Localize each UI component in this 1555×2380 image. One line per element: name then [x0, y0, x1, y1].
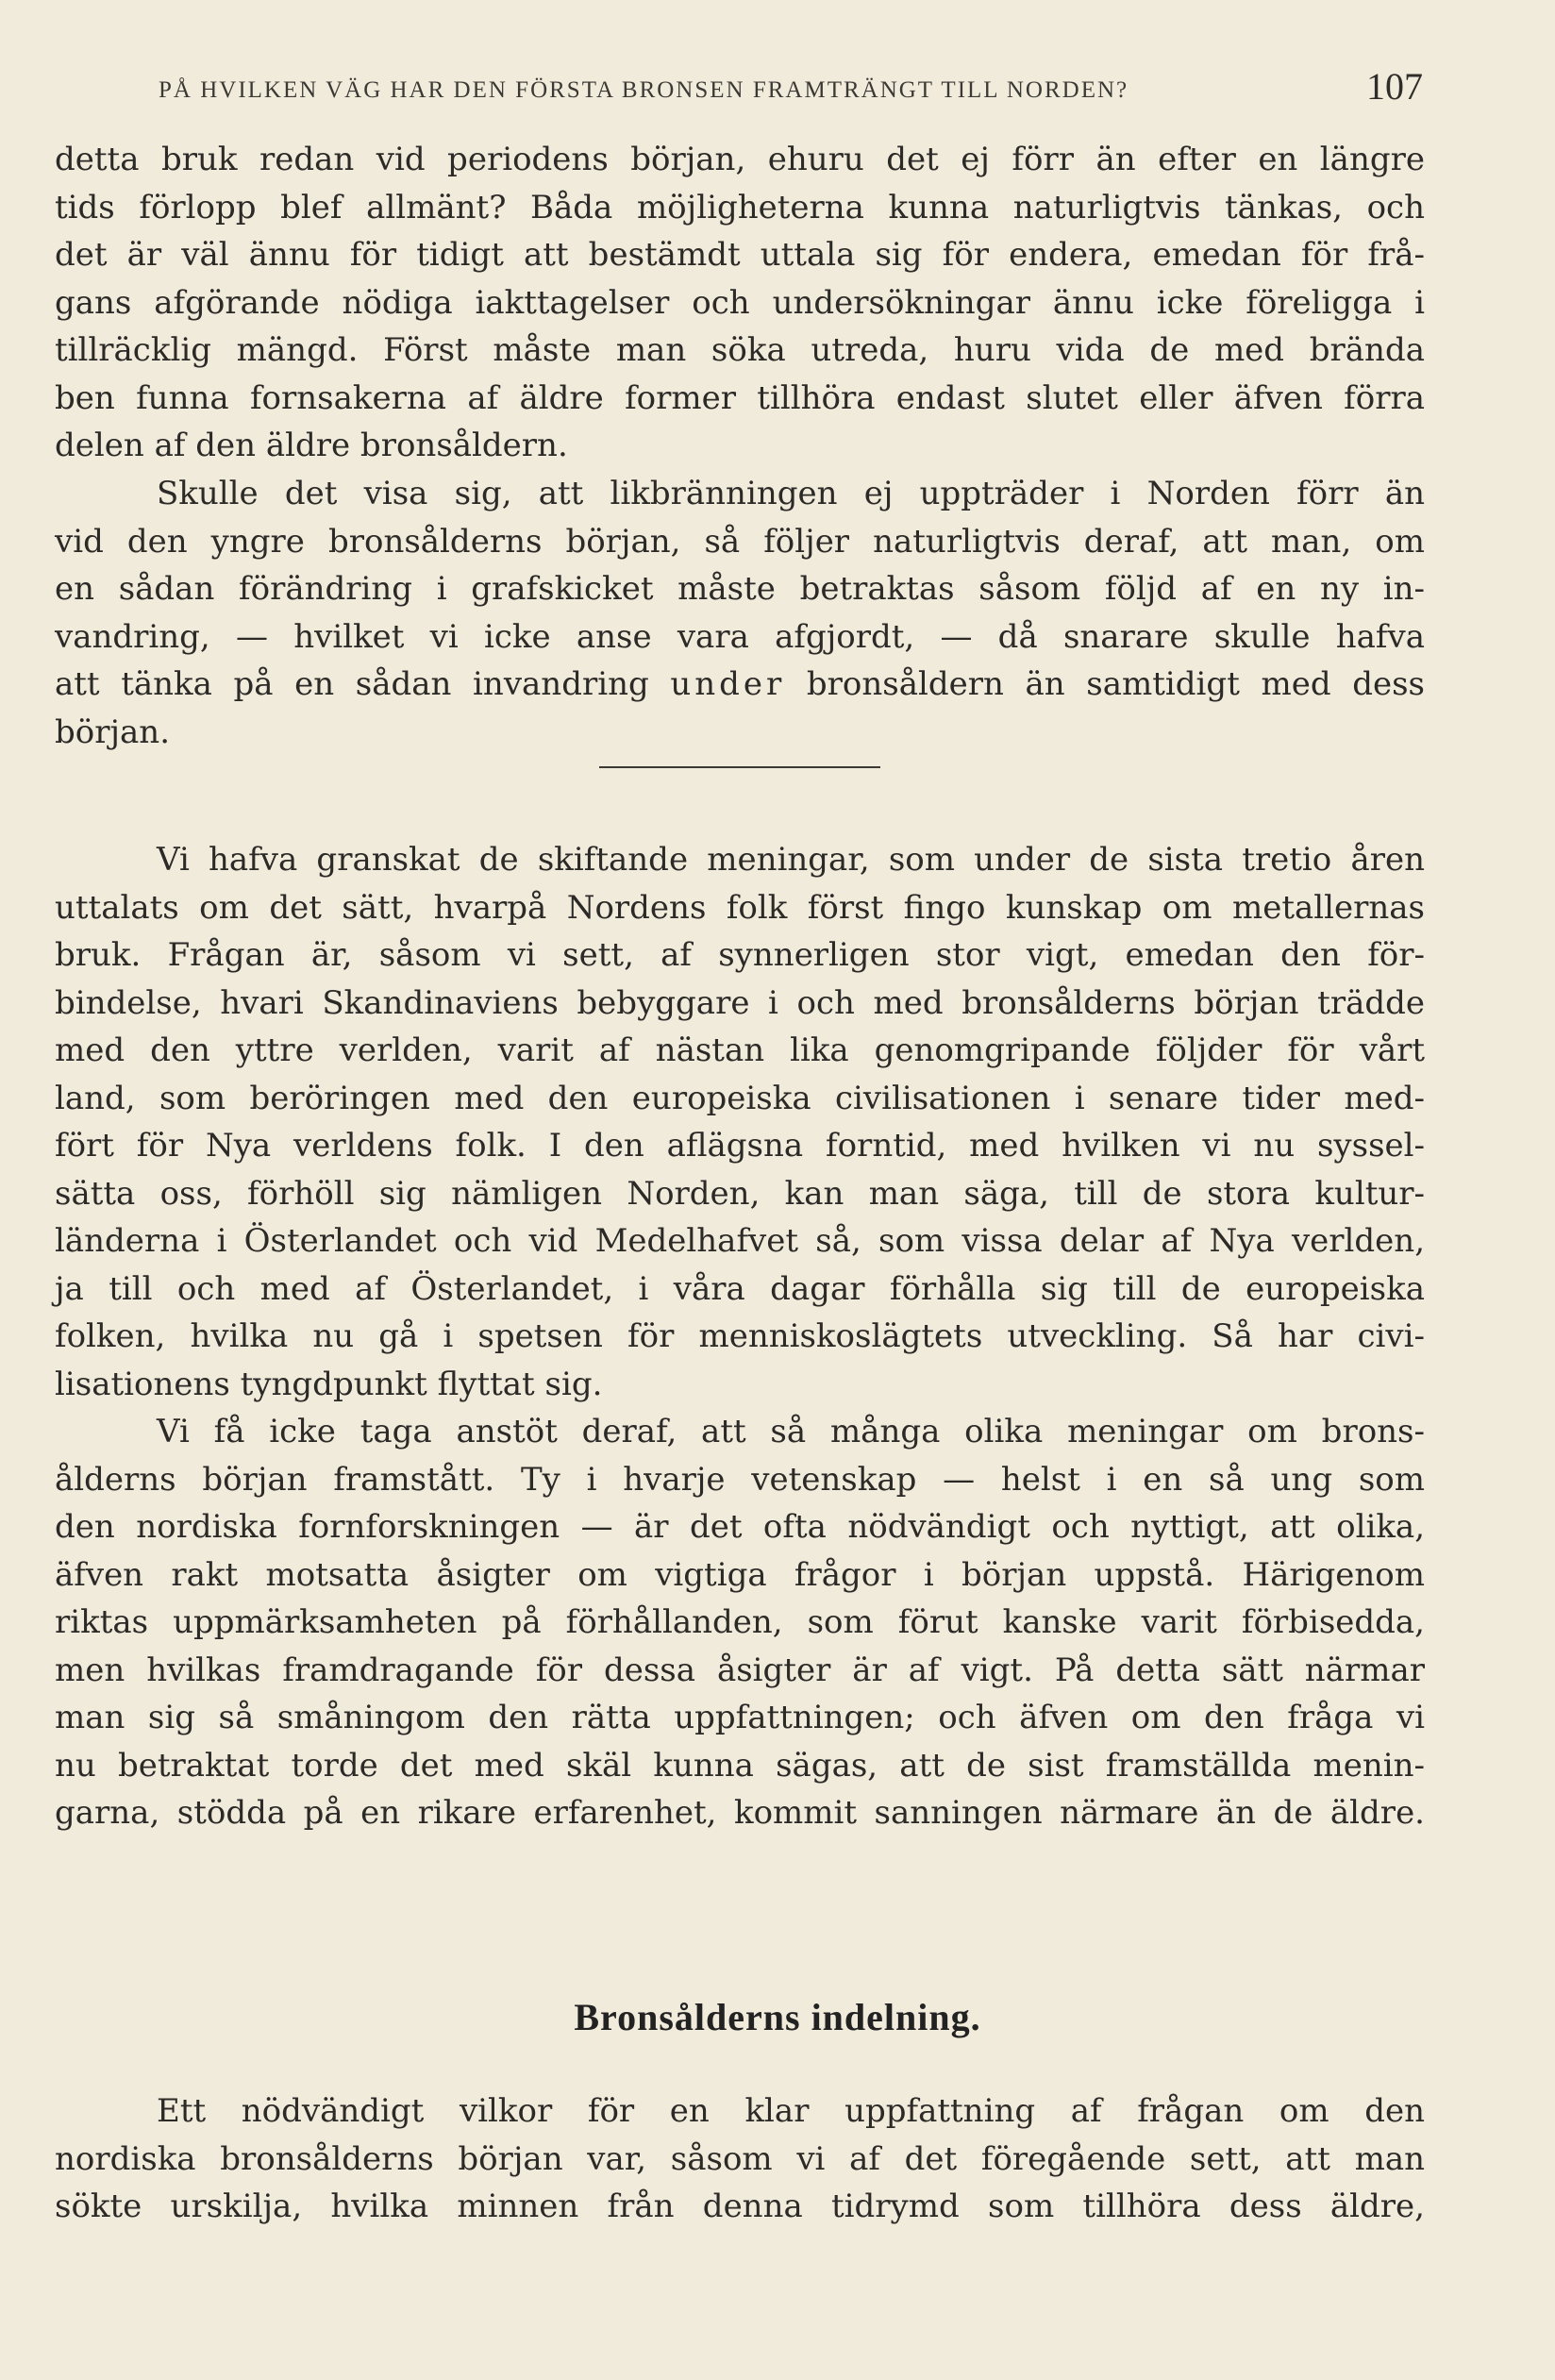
text-line: detta bruk redan vid periodens början, ehuru det ej förr än efter en längre: [55, 141, 1425, 178]
paragraph-1: [55, 136, 1425, 470]
text-line: uttalats om det sätt, hvarpå Nordens folk först fingo kunskap om metallernas: [55, 888, 1425, 927]
text-line: Vi få icke taga anstöt deraf, att så många olika meningar om brons-: [157, 1413, 1425, 1450]
text-line: garna, stödda på en rikare erfarenhet, kommit sanningen närmare än de äldre.: [55, 1794, 1425, 1832]
text-line: det är väl ännu för tidigt att bestämdt uttala sig för endera, emedan för frå-: [55, 236, 1425, 274]
page-number: 107: [1366, 65, 1423, 108]
text-line: tids förlopp blef allmänt? Båda möjligheterna kunna naturligtvis tänkas, och: [55, 188, 1425, 226]
paragraph-2: [55, 470, 1425, 756]
spaced-emphasis: under: [670, 665, 786, 703]
text-line: sätta oss, förhöll sig nämligen Norden, kan man säga, till de stora kultur-: [55, 1174, 1425, 1213]
text-line: lisationens tyngdpunkt flyttat sig.: [55, 1365, 603, 1403]
text-line: men hvilkas framdragande för dessa åsigter är af vigt. På detta sätt närmar: [55, 1651, 1425, 1689]
text-line: tillräcklig mängd. Först måste man söka utreda, huru vida de med brända: [55, 331, 1425, 369]
text-run: att tänka på en sådan invandring: [55, 665, 671, 703]
paragraph-5: [55, 2087, 1425, 2231]
running-head: PÅ HVILKEN VÄG HAR DEN FÖRSTA BRONSEN FRAMTRÄNGT TILL NORDEN?: [159, 77, 1129, 103]
text-line: land, som beröringen med den europeiska civilisationen i senare tider med-: [55, 1079, 1425, 1117]
section-divider: [599, 766, 880, 768]
text-line: äfven rakt motsatta åsigter om vigtiga frågor i början uppstå. Härigenom: [55, 1555, 1425, 1594]
text-line: med den yttre verlden, varit af nästan lika genomgripande följder för vårt: [55, 1031, 1425, 1069]
section-heading: Bronsålderns indelning.: [574, 1996, 981, 2038]
text-line: bindelse, hvari Skandinaviens bebyggare i och med bronsålderns början trädde: [55, 983, 1425, 1022]
text-line: fört för Nya verldens folk. I den aflägsna forntid, med hvilken vi nu syssel-: [55, 1127, 1425, 1165]
paragraph-3: [55, 836, 1425, 1408]
text-line: delen af den äldre bronsåldern.: [55, 427, 568, 464]
text-line: länderna i Österlandet och vid Medelhafvet så, som vissa delar af Nya verlden,: [55, 1222, 1425, 1260]
text-line: bruk. Frågan är, såsom vi sett, af synnerligen stor vigt, emedan den för-: [55, 936, 1425, 974]
text-line: riktas uppmärksamheten på förhållanden, som förut kanske varit förbisedda,: [55, 1603, 1425, 1641]
text-line: nordiska bronsålderns början var, såsom vi af det föregående sett, att man: [55, 2139, 1425, 2178]
text-run: bronsåldern än samtidigt med dess: [785, 665, 1425, 703]
text-line: nu betraktat torde det med skäl kunna sägas, att de sist framställda menin-: [55, 1746, 1425, 1785]
text-line: folken, hvilka nu gå i spetsen för menniskoslägtets utveckling. Så har civi-: [55, 1317, 1425, 1355]
text-line: den nordiska fornforskningen — är det ofta nödvändigt och nyttigt, att olika,: [55, 1508, 1425, 1546]
text-line: början.: [55, 712, 171, 751]
text-line: gans afgörande nödiga iakttagelser och undersökningar ännu icke föreligga i: [55, 283, 1425, 322]
text-line: vid den yngre bronsålderns början, så följer naturligtvis deraf, att man, om: [55, 522, 1425, 561]
text-line: Vi hafva granskat de skiftande meningar, som under de sista tretio åren: [157, 841, 1425, 879]
text-line: man sig så småningom den rätta uppfattningen; och äfven om den fråga vi: [55, 1699, 1425, 1736]
text-line: en sådan förändring i grafskicket måste betraktas såsom följd af en ny in-: [55, 570, 1425, 608]
text-line: ja till och med af Österlandet, i våra dagar förhålla sig till de europeiska: [55, 1269, 1425, 1308]
text-line: Skulle det visa sig, att likbränningen ej uppträder i Norden förr än: [157, 475, 1425, 512]
page-header: [159, 64, 1423, 117]
text-line: Ett nödvändigt vilkor för en klar uppfattning af frågan om den: [157, 2092, 1425, 2130]
paragraph-4: [55, 1408, 1425, 1837]
text-line: ålderns början framstått. Ty i hvarje vetenskap — helst i en så ung som: [55, 1460, 1425, 1499]
text-line: ben funna fornsakerna af äldre former tillhöra endast slutet eller äfven förra: [55, 378, 1425, 417]
text-line-with-spaced-word: [55, 661, 1425, 709]
text-line: vandring, — hvilket vi icke anse vara afgjordt, — då snarare skulle hafva: [55, 617, 1425, 656]
text-line: sökte urskilja, hvilka minnen från denna tidrymd som tillhöra dess äldre,: [55, 2187, 1425, 2225]
